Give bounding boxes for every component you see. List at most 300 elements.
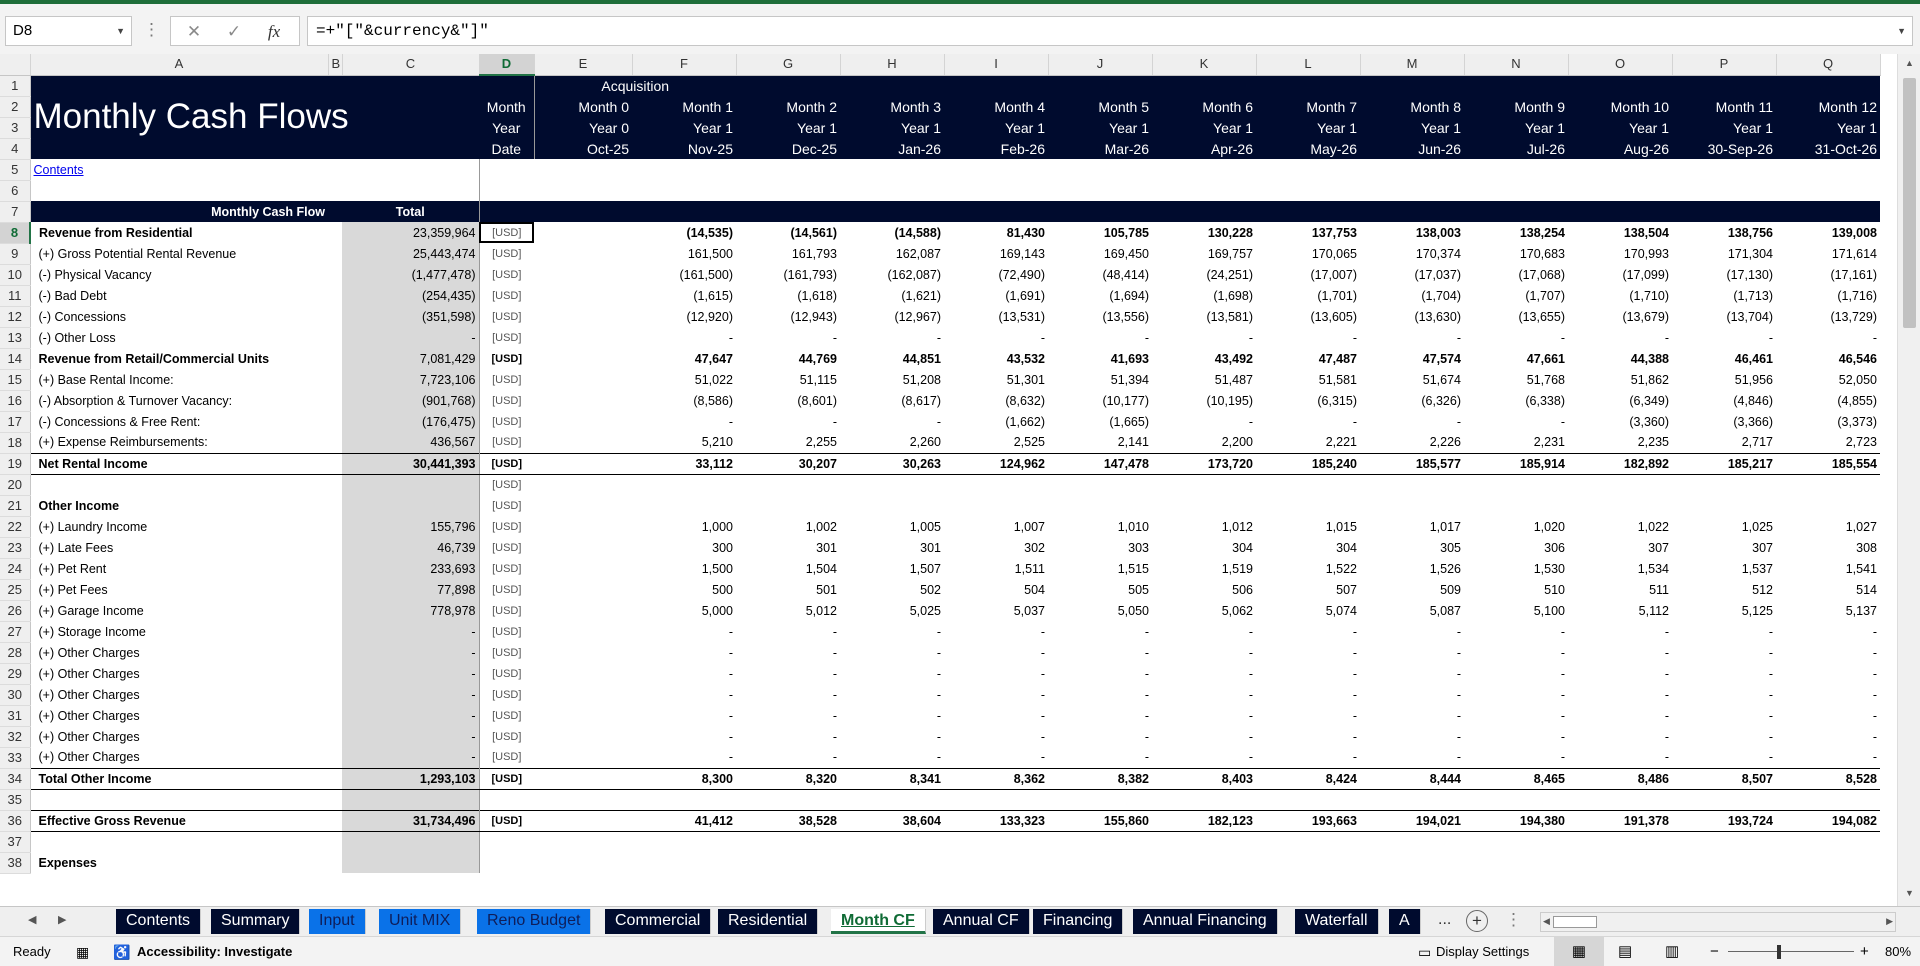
row-label[interactable]: (+) Storage Income xyxy=(38,624,146,639)
cell[interactable] xyxy=(328,201,342,222)
value-cell[interactable]: 303 xyxy=(1128,540,1149,555)
row-label[interactable]: (-) Other Loss xyxy=(38,330,116,345)
value-cell[interactable]: 170,065 xyxy=(1311,246,1357,261)
value-cell[interactable]: 505 xyxy=(1128,582,1149,597)
currency-cell[interactable]: [USD] xyxy=(492,562,522,575)
value-cell[interactable]: - xyxy=(1664,666,1669,681)
value-cell[interactable]: 8,424 xyxy=(1256,768,1360,789)
value-cell[interactable] xyxy=(1672,789,1776,810)
value-cell[interactable]: 304 xyxy=(1232,540,1253,555)
value-cell[interactable] xyxy=(534,768,632,789)
row-total[interactable]: 436,567 xyxy=(342,432,479,453)
value-cell[interactable]: - xyxy=(1040,330,1045,345)
cell[interactable] xyxy=(1360,75,1464,96)
value-cell[interactable]: (48,414) xyxy=(1102,267,1149,282)
row-total[interactable]: - xyxy=(342,327,479,348)
currency-cell[interactable]: [USD] xyxy=(492,268,522,281)
value-cell[interactable]: - xyxy=(1664,330,1669,345)
value-cell[interactable] xyxy=(534,663,632,684)
header-dates-cell[interactable]: Dec-25 xyxy=(736,138,840,159)
value-cell[interactable]: 30,263 xyxy=(840,453,944,474)
value-cell[interactable]: 51,768 xyxy=(1526,372,1565,387)
value-cell[interactable]: - xyxy=(1248,330,1253,345)
row-label[interactable]: (+) Gross Potential Rental Revenue xyxy=(38,246,237,261)
cell[interactable] xyxy=(1152,201,1256,222)
row-total[interactable]: (351,598) xyxy=(342,306,479,327)
scroll-down-icon[interactable]: ▼ xyxy=(1905,888,1914,898)
row-header[interactable]: 37 xyxy=(0,831,30,852)
value-cell[interactable]: - xyxy=(832,414,837,429)
sheet-tab-annual-cf[interactable]: Annual CF xyxy=(933,909,1030,934)
value-cell[interactable] xyxy=(1672,852,1776,873)
value-cell[interactable]: 138,756 xyxy=(1727,225,1773,240)
value-cell[interactable] xyxy=(534,306,632,327)
value-cell[interactable]: - xyxy=(1560,414,1565,429)
value-cell[interactable] xyxy=(1568,831,1672,852)
value-cell[interactable]: 8,382 xyxy=(1048,768,1152,789)
value-cell[interactable]: - xyxy=(832,624,837,639)
value-cell[interactable]: 1,537 xyxy=(1741,561,1773,576)
column-header-o[interactable]: O xyxy=(1568,54,1672,75)
header-months-cell[interactable]: Month 9 xyxy=(1464,96,1568,117)
value-cell[interactable]: - xyxy=(1560,729,1565,744)
value-cell[interactable]: - xyxy=(832,708,837,723)
cell[interactable] xyxy=(1776,180,1880,201)
value-cell[interactable]: 8,403 xyxy=(1152,768,1256,789)
cell[interactable] xyxy=(1464,180,1568,201)
value-cell[interactable]: (17,130) xyxy=(1726,267,1773,282)
formula-input[interactable] xyxy=(307,16,1913,46)
header-label-row4_label[interactable]: Date xyxy=(479,138,534,159)
row-label[interactable]: (-) Bad Debt xyxy=(38,288,107,303)
column-header-l[interactable]: L xyxy=(1256,54,1360,75)
header-months-cell[interactable]: Month 7 xyxy=(1256,96,1360,117)
value-cell[interactable]: - xyxy=(1040,687,1045,702)
currency-cell[interactable]: [USD] xyxy=(492,730,522,743)
chevron-down-icon[interactable]: ▼ xyxy=(116,26,125,36)
value-cell[interactable]: (1,713) xyxy=(1733,288,1773,303)
value-cell[interactable] xyxy=(1776,789,1880,810)
currency-cell[interactable]: [USD] xyxy=(492,541,522,554)
currency-cell[interactable]: [USD] xyxy=(479,222,534,243)
row-header[interactable]: 28 xyxy=(0,642,30,663)
value-cell[interactable]: (1,716) xyxy=(1837,288,1877,303)
value-cell[interactable]: 300 xyxy=(712,540,733,555)
value-cell[interactable] xyxy=(534,390,632,411)
value-cell[interactable] xyxy=(534,411,632,432)
value-cell[interactable]: (8,601) xyxy=(797,393,837,408)
value-cell[interactable]: (6,349) xyxy=(1629,393,1669,408)
value-cell[interactable] xyxy=(534,831,632,852)
row-header[interactable]: 8 xyxy=(0,222,30,243)
value-cell[interactable]: (14,561) xyxy=(790,225,837,240)
row-label[interactable]: (+) Base Rental Income: xyxy=(38,372,174,387)
acquisition-label[interactable]: Acquisition xyxy=(534,75,736,96)
sheet-tab-residential[interactable]: Residential xyxy=(718,909,818,934)
value-cell[interactable]: 185,554 xyxy=(1776,453,1880,474)
row-header[interactable]: 9 xyxy=(0,243,30,264)
value-cell[interactable]: (6,326) xyxy=(1421,393,1461,408)
currency-cell[interactable]: [USD] xyxy=(492,331,522,344)
value-cell[interactable]: 8,362 xyxy=(944,768,1048,789)
value-cell[interactable]: - xyxy=(1144,624,1149,639)
sheet-tab-annual-financing[interactable]: Annual Financing xyxy=(1133,909,1278,934)
currency-cell[interactable]: [USD] xyxy=(492,394,522,407)
cell[interactable] xyxy=(328,285,342,306)
value-cell[interactable]: 1,511 xyxy=(1014,561,1045,576)
value-cell[interactable]: - xyxy=(1560,624,1565,639)
value-cell[interactable]: 1,005 xyxy=(909,519,941,534)
cell[interactable] xyxy=(1256,180,1360,201)
value-cell[interactable]: 8,486 xyxy=(1568,768,1672,789)
value-cell[interactable] xyxy=(632,495,736,516)
row-header[interactable]: 35 xyxy=(0,789,30,810)
value-cell[interactable]: 169,450 xyxy=(1103,246,1149,261)
cell[interactable] xyxy=(840,180,944,201)
row-total[interactable] xyxy=(342,495,479,516)
column-header-e[interactable]: E xyxy=(534,54,632,75)
value-cell[interactable]: 173,720 xyxy=(1152,453,1256,474)
header-dates-cell[interactable]: Nov-25 xyxy=(632,138,736,159)
row-header[interactable]: 11 xyxy=(0,285,30,306)
value-cell[interactable]: 5,210 xyxy=(701,435,733,450)
value-cell[interactable] xyxy=(1568,789,1672,810)
row-total[interactable]: 30,441,393 xyxy=(342,453,479,474)
currency-cell[interactable]: [USD] xyxy=(492,289,522,302)
value-cell[interactable] xyxy=(944,789,1048,810)
row-total[interactable]: 46,739 xyxy=(342,537,479,558)
value-cell[interactable]: - xyxy=(1144,708,1149,723)
sheet-tab-reno-budget[interactable]: Reno Budget xyxy=(477,909,591,934)
sheet-tab-summary[interactable]: Summary xyxy=(211,909,300,934)
value-cell[interactable] xyxy=(736,852,840,873)
value-cell[interactable]: 305 xyxy=(1440,540,1461,555)
value-cell[interactable]: (3,366) xyxy=(1733,414,1773,429)
function-icon[interactable]: fx xyxy=(267,22,281,41)
value-cell[interactable]: 194,380 xyxy=(1464,810,1568,831)
value-cell[interactable]: 301 xyxy=(920,540,941,555)
value-cell[interactable]: 138,003 xyxy=(1415,225,1461,240)
value-cell[interactable]: 1,500 xyxy=(701,561,733,576)
cell[interactable] xyxy=(328,411,342,432)
cell[interactable] xyxy=(1048,159,1152,180)
value-cell[interactable]: - xyxy=(1144,750,1149,765)
row-total[interactable]: 23,359,964 xyxy=(342,222,479,243)
value-cell[interactable]: 511 xyxy=(1649,582,1669,597)
cell[interactable] xyxy=(328,495,342,516)
value-cell[interactable]: 193,724 xyxy=(1672,810,1776,831)
hscroll-thumb[interactable] xyxy=(1553,916,1597,928)
value-cell[interactable]: 194,082 xyxy=(1776,810,1880,831)
currency-cell[interactable] xyxy=(479,831,534,852)
value-cell[interactable]: (1,665) xyxy=(1109,414,1149,429)
cell[interactable] xyxy=(328,432,342,453)
value-cell[interactable]: 2,260 xyxy=(909,435,941,450)
value-cell[interactable]: - xyxy=(1456,414,1461,429)
value-cell[interactable]: 8,507 xyxy=(1672,768,1776,789)
column-header-k[interactable]: K xyxy=(1152,54,1256,75)
cell[interactable] xyxy=(342,180,479,201)
value-cell[interactable]: 1,541 xyxy=(1845,561,1877,576)
cell[interactable] xyxy=(1048,75,1152,96)
row-label[interactable]: (+) Expense Reimbursements: xyxy=(38,435,208,450)
value-cell[interactable]: (13,655) xyxy=(1518,309,1565,324)
value-cell[interactable]: 1,015 xyxy=(1325,519,1357,534)
cell[interactable] xyxy=(328,558,342,579)
value-cell[interactable]: (4,846) xyxy=(1733,393,1773,408)
vertical-scrollbar[interactable] xyxy=(1897,54,1920,906)
value-cell[interactable] xyxy=(1360,852,1464,873)
cell[interactable] xyxy=(1568,180,1672,201)
value-cell[interactable]: - xyxy=(1144,330,1149,345)
value-cell[interactable]: 185,914 xyxy=(1464,453,1568,474)
row-label[interactable] xyxy=(30,789,328,810)
header-dates-cell[interactable]: Apr-26 xyxy=(1152,138,1256,159)
value-cell[interactable]: - xyxy=(1456,330,1461,345)
value-cell[interactable]: 5,112 xyxy=(1638,603,1669,618)
header-dates-cell[interactable]: Jan-26 xyxy=(840,138,944,159)
value-cell[interactable]: 5,062 xyxy=(1221,603,1253,618)
cell[interactable] xyxy=(1672,159,1776,180)
cell[interactable] xyxy=(1152,159,1256,180)
value-cell[interactable]: - xyxy=(1248,645,1253,660)
value-cell[interactable] xyxy=(534,285,632,306)
value-cell[interactable]: 47,487 xyxy=(1318,351,1357,366)
value-cell[interactable]: (17,161) xyxy=(1830,267,1877,282)
value-cell[interactable] xyxy=(1048,831,1152,852)
cell[interactable] xyxy=(328,684,342,705)
row-total[interactable] xyxy=(342,789,479,810)
value-cell[interactable]: (17,007) xyxy=(1310,267,1357,282)
value-cell[interactable]: - xyxy=(1872,729,1877,744)
value-cell[interactable]: (10,177) xyxy=(1102,393,1149,408)
value-cell[interactable]: 308 xyxy=(1856,540,1877,555)
value-cell[interactable] xyxy=(1152,852,1256,873)
value-cell[interactable]: (14,535) xyxy=(686,225,733,240)
value-cell[interactable]: (1,621) xyxy=(901,288,941,303)
horizontal-scrollbar[interactable] xyxy=(1540,912,1896,932)
value-cell[interactable]: (13,556) xyxy=(1102,309,1149,324)
column-header-i[interactable]: I xyxy=(944,54,1048,75)
cell[interactable] xyxy=(1672,75,1776,96)
value-cell[interactable]: - xyxy=(1352,750,1357,765)
value-cell[interactable]: 506 xyxy=(1232,582,1253,597)
row-label[interactable]: (+) Other Charges xyxy=(38,687,140,702)
cell[interactable] xyxy=(479,180,534,201)
value-cell[interactable] xyxy=(736,789,840,810)
value-cell[interactable]: (17,037) xyxy=(1414,267,1461,282)
row-header[interactable]: 27 xyxy=(0,621,30,642)
header-months-cell[interactable]: Month 8 xyxy=(1360,96,1464,117)
value-cell[interactable]: 182,123 xyxy=(1152,810,1256,831)
currency-cell[interactable]: [USD] xyxy=(492,436,522,449)
value-cell[interactable]: 138,504 xyxy=(1623,225,1669,240)
value-cell[interactable]: 170,683 xyxy=(1519,246,1565,261)
value-cell[interactable]: 5,137 xyxy=(1845,603,1877,618)
cell[interactable] xyxy=(328,537,342,558)
row-total[interactable]: 77,898 xyxy=(342,579,479,600)
value-cell[interactable]: (1,710) xyxy=(1629,288,1669,303)
value-cell[interactable]: - xyxy=(1352,645,1357,660)
header-months-cell[interactable]: Month 12 xyxy=(1776,96,1880,117)
value-cell[interactable]: 47,661 xyxy=(1526,351,1565,366)
prev-sheet-icon[interactable]: ◀ xyxy=(28,914,37,926)
value-cell[interactable]: (3,373) xyxy=(1837,414,1877,429)
cell[interactable] xyxy=(1672,201,1776,222)
value-cell[interactable]: 51,394 xyxy=(1110,372,1149,387)
value-cell[interactable]: 307 xyxy=(1752,540,1773,555)
value-cell[interactable]: 51,208 xyxy=(902,372,941,387)
row-header[interactable]: 2 xyxy=(0,96,30,117)
value-cell[interactable]: 2,255 xyxy=(805,435,837,450)
value-cell[interactable]: - xyxy=(1248,687,1253,702)
cell[interactable] xyxy=(30,180,328,201)
header-years-cell[interactable]: Year 1 xyxy=(1360,117,1464,138)
row-label[interactable]: (+) Other Charges xyxy=(38,666,140,681)
value-cell[interactable]: - xyxy=(1768,729,1773,744)
header-months-cell[interactable]: Month 2 xyxy=(736,96,840,117)
value-cell[interactable] xyxy=(1672,474,1776,495)
value-cell[interactable]: (3,360) xyxy=(1629,414,1669,429)
value-cell[interactable]: 2,525 xyxy=(1013,435,1045,450)
row-total[interactable]: 233,693 xyxy=(342,558,479,579)
value-cell[interactable]: - xyxy=(1560,750,1565,765)
value-cell[interactable]: - xyxy=(832,687,837,702)
value-cell[interactable]: 2,200 xyxy=(1221,435,1253,450)
cell[interactable] xyxy=(1776,201,1880,222)
value-cell[interactable] xyxy=(534,684,632,705)
row-header[interactable]: 15 xyxy=(0,369,30,390)
value-cell[interactable]: 81,430 xyxy=(1006,225,1045,240)
zoom-out-button[interactable]: − xyxy=(1710,943,1719,960)
row-total[interactable]: - xyxy=(342,663,479,684)
value-cell[interactable] xyxy=(534,369,632,390)
value-cell[interactable] xyxy=(534,852,632,873)
header-months-cell[interactable]: Month 11 xyxy=(1672,96,1776,117)
value-cell[interactable] xyxy=(1048,789,1152,810)
value-cell[interactable]: 5,050 xyxy=(1117,603,1149,618)
cell[interactable] xyxy=(1672,180,1776,201)
value-cell[interactable]: (8,632) xyxy=(1005,393,1045,408)
column-header-g[interactable]: G xyxy=(736,54,840,75)
value-cell[interactable]: 1,504 xyxy=(805,561,837,576)
value-cell[interactable] xyxy=(534,642,632,663)
name-box[interactable] xyxy=(5,16,132,46)
currency-cell[interactable]: [USD] xyxy=(479,810,534,831)
row-label[interactable]: (-) Concessions & Free Rent: xyxy=(38,414,201,429)
cell[interactable] xyxy=(1256,159,1360,180)
value-cell[interactable]: - xyxy=(1248,624,1253,639)
value-cell[interactable]: - xyxy=(728,414,733,429)
value-cell[interactable]: 43,532 xyxy=(1006,351,1045,366)
value-cell[interactable]: (12,920) xyxy=(686,309,733,324)
value-cell[interactable]: - xyxy=(728,687,733,702)
value-cell[interactable]: - xyxy=(1456,666,1461,681)
cell[interactable] xyxy=(328,516,342,537)
section-total-label[interactable]: Total xyxy=(342,201,479,222)
value-cell[interactable]: 171,614 xyxy=(1831,246,1877,261)
value-cell[interactable]: - xyxy=(1560,330,1565,345)
row-label[interactable]: (-) Absorption & Turnover Vacancy: xyxy=(38,393,233,408)
value-cell[interactable]: (12,967) xyxy=(894,309,941,324)
value-cell[interactable]: - xyxy=(1352,330,1357,345)
value-cell[interactable]: 2,723 xyxy=(1845,435,1877,450)
value-cell[interactable] xyxy=(736,495,840,516)
cell[interactable] xyxy=(328,306,342,327)
cell[interactable] xyxy=(328,579,342,600)
row-total[interactable]: 25,443,474 xyxy=(342,243,479,264)
value-cell[interactable]: (162,087) xyxy=(887,267,941,282)
value-cell[interactable]: 8,465 xyxy=(1464,768,1568,789)
value-cell[interactable]: - xyxy=(1144,687,1149,702)
value-cell[interactable] xyxy=(840,852,944,873)
row-label[interactable]: Revenue from Retail/Commercial Units xyxy=(38,351,270,366)
value-cell[interactable] xyxy=(1360,789,1464,810)
value-cell[interactable] xyxy=(1360,831,1464,852)
row-header[interactable]: 25 xyxy=(0,579,30,600)
value-cell[interactable]: 504 xyxy=(1024,582,1045,597)
value-cell[interactable]: 43,492 xyxy=(1214,351,1253,366)
value-cell[interactable]: 1,027 xyxy=(1845,519,1877,534)
value-cell[interactable]: 1,010 xyxy=(1117,519,1149,534)
row-header[interactable]: 24 xyxy=(0,558,30,579)
value-cell[interactable]: - xyxy=(1664,729,1669,744)
value-cell[interactable]: 133,323 xyxy=(944,810,1048,831)
value-cell[interactable]: 2,235 xyxy=(1637,435,1669,450)
value-cell[interactable]: (1,662) xyxy=(1005,414,1045,429)
value-cell[interactable]: - xyxy=(1872,330,1877,345)
sheet-tab-month-cf[interactable]: Month CF xyxy=(831,909,926,934)
row-header[interactable]: 7 xyxy=(0,201,30,222)
row-total[interactable]: (254,435) xyxy=(342,285,479,306)
value-cell[interactable] xyxy=(534,432,632,453)
cell[interactable] xyxy=(328,390,342,411)
value-cell[interactable]: 1,519 xyxy=(1221,561,1253,576)
value-cell[interactable] xyxy=(632,852,736,873)
value-cell[interactable]: 33,112 xyxy=(632,453,736,474)
row-header[interactable]: 5 xyxy=(0,159,30,180)
value-cell[interactable]: 509 xyxy=(1440,582,1461,597)
zoom-slider[interactable] xyxy=(1728,951,1854,952)
value-cell[interactable] xyxy=(1152,831,1256,852)
value-cell[interactable] xyxy=(534,495,632,516)
page-layout-icon[interactable]: ▤ xyxy=(1618,943,1633,960)
value-cell[interactable]: - xyxy=(1456,729,1461,744)
row-header[interactable]: 22 xyxy=(0,516,30,537)
column-header-c[interactable]: C xyxy=(342,54,479,75)
cell[interactable] xyxy=(328,642,342,663)
value-cell[interactable]: 185,217 xyxy=(1672,453,1776,474)
value-cell[interactable]: - xyxy=(1768,750,1773,765)
cell[interactable] xyxy=(328,726,342,747)
value-cell[interactable]: 5,037 xyxy=(1013,603,1045,618)
value-cell[interactable] xyxy=(534,579,632,600)
sheet-tab-input[interactable]: Input xyxy=(309,909,366,934)
value-cell[interactable]: 51,956 xyxy=(1734,372,1773,387)
value-cell[interactable]: 51,581 xyxy=(1318,372,1357,387)
value-cell[interactable] xyxy=(632,831,736,852)
value-cell[interactable]: - xyxy=(1040,750,1045,765)
value-cell[interactable]: 8,320 xyxy=(736,768,840,789)
value-cell[interactable] xyxy=(632,789,736,810)
value-cell[interactable]: - xyxy=(1040,624,1045,639)
value-cell[interactable]: 185,577 xyxy=(1360,453,1464,474)
value-cell[interactable]: - xyxy=(936,624,941,639)
header-dates-cell[interactable]: Oct-25 xyxy=(534,138,632,159)
row-total[interactable]: (901,768) xyxy=(342,390,479,411)
value-cell[interactable]: 47,574 xyxy=(1422,351,1461,366)
value-cell[interactable]: - xyxy=(1560,666,1565,681)
